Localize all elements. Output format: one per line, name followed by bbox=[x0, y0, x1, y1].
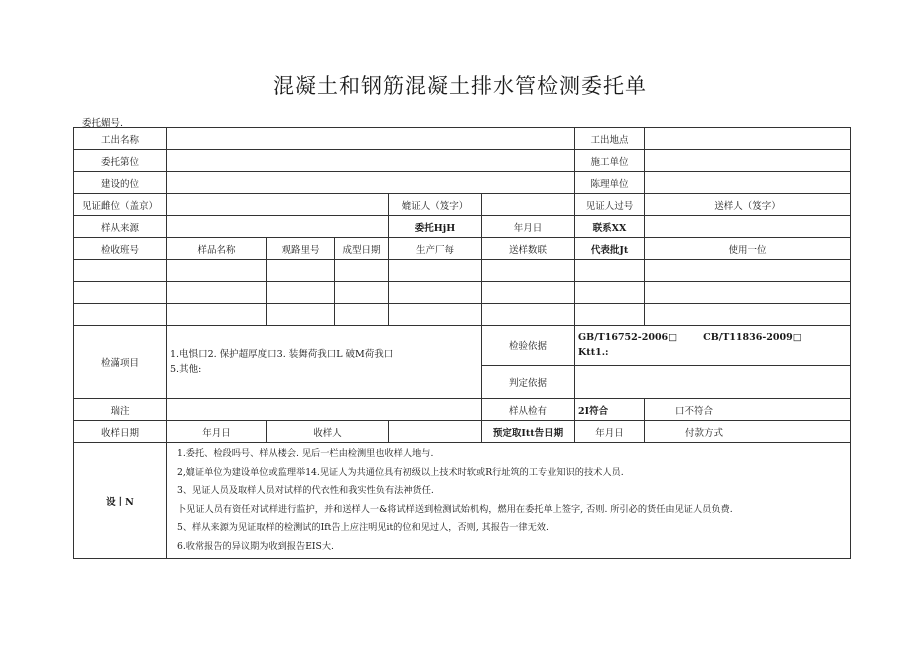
cell-acceptance-no[interactable] bbox=[74, 304, 167, 326]
cell-batch[interactable] bbox=[575, 282, 645, 304]
table-row bbox=[74, 260, 851, 282]
label-witness-unit: 见证雌位（盖京） bbox=[74, 194, 167, 216]
basis-gb-11836: CB/T11836-2009□ bbox=[703, 332, 802, 344]
test-items-options[interactable] bbox=[167, 326, 482, 399]
cell-sample-name[interactable] bbox=[167, 304, 267, 326]
label-project-name: 工出名称 bbox=[74, 128, 167, 150]
label-sampler: 送样人（笈字） bbox=[645, 194, 851, 216]
field-project-location[interactable] bbox=[645, 128, 851, 150]
field-receiver[interactable] bbox=[389, 421, 482, 443]
cell-spec[interactable] bbox=[267, 260, 335, 282]
label-witness-cert: 见证人过号 bbox=[575, 194, 645, 216]
label-client-unit: 委托第位 bbox=[74, 150, 167, 172]
row-sample-source bbox=[74, 216, 851, 238]
cell-spec[interactable] bbox=[267, 304, 335, 326]
page-title: 混凝土和钢筋混凝土排水管检测委托单 bbox=[273, 74, 647, 98]
cell-sample-name[interactable] bbox=[167, 282, 267, 304]
col-header-usage-part: 使用一位 bbox=[645, 238, 851, 260]
basis-other: Ktt1.: bbox=[578, 347, 609, 359]
label-report-date: 预定取Itt告日期 bbox=[482, 421, 575, 443]
cell-molding-date[interactable] bbox=[335, 282, 389, 304]
row-notes bbox=[74, 443, 851, 559]
label-notes bbox=[74, 443, 167, 559]
label-commission-date: 年月日 bbox=[482, 216, 575, 238]
label-project-location: 工出地点 bbox=[575, 128, 645, 150]
cell-manufacturer[interactable] bbox=[389, 282, 482, 304]
label-sample-source: 样从来源 bbox=[74, 216, 167, 238]
cell-acceptance-no[interactable] bbox=[74, 260, 167, 282]
label-construction-unit: 施工单位 bbox=[575, 150, 645, 172]
sample-table-header bbox=[74, 238, 851, 260]
table-row bbox=[74, 304, 851, 326]
col-header-batch: 代表批Jt bbox=[575, 238, 645, 260]
col-header-manufacturer: 生产厂每 bbox=[389, 238, 482, 260]
field-judge-basis[interactable] bbox=[575, 365, 851, 398]
field-project-name[interactable] bbox=[167, 128, 575, 150]
label-supervision-unit: 陈理单位 bbox=[575, 172, 645, 194]
doc-number-label: 委托媚号. bbox=[82, 118, 124, 129]
label-receipt-date: 收样日期 bbox=[74, 421, 167, 443]
test-basis-options[interactable] bbox=[575, 326, 851, 366]
label-test-basis: 检验依据 bbox=[482, 326, 575, 366]
row-witness bbox=[74, 194, 851, 216]
row-receipt bbox=[74, 421, 851, 443]
row-remarks bbox=[74, 399, 851, 421]
field-sample-source[interactable] bbox=[167, 216, 389, 238]
cell-usage-part[interactable] bbox=[645, 304, 851, 326]
label-sample-check: 样从检有 bbox=[482, 399, 575, 421]
test-items-line-1: 1.电惧口2. 保护超厚度口3. 装舞荷我口L 破M荷我口 bbox=[170, 349, 394, 360]
field-remarks[interactable] bbox=[167, 399, 482, 421]
basis-gb-16752: GB/T16752-2006□ bbox=[578, 332, 678, 344]
cell-sample-quantity[interactable] bbox=[482, 282, 575, 304]
cell-batch[interactable] bbox=[575, 304, 645, 326]
label-client-person: 委托HjH bbox=[389, 216, 482, 238]
cell-sample-quantity[interactable] bbox=[482, 260, 575, 282]
notes-label: 设丨N bbox=[106, 496, 134, 508]
table-row bbox=[74, 282, 851, 304]
field-witness-person[interactable] bbox=[482, 194, 575, 216]
field-client-unit[interactable] bbox=[167, 150, 575, 172]
note-item: 5、样从来源为见证取样的检测试的Ift告上应注明见it的位和见过人，否则, 其报告一律无效. bbox=[177, 522, 549, 533]
col-header-molding-date: 成型日期 bbox=[335, 238, 389, 260]
note-item: 6.收常报告的异议期为收到报告EIS大. bbox=[177, 540, 334, 552]
label-build-unit: 建设的位 bbox=[74, 172, 167, 194]
label-payment-method: 付款方式 bbox=[645, 421, 851, 443]
option-conform[interactable]: 2I符合 bbox=[575, 399, 645, 421]
label-receiver: 收样人 bbox=[267, 421, 389, 443]
cell-molding-date[interactable] bbox=[335, 304, 389, 326]
field-construction-unit[interactable] bbox=[645, 150, 851, 172]
notes-list bbox=[167, 443, 851, 559]
note-item: 2,媲证单位为建设单位或监理举14.见证人为共通位具有初级以上技术时软或R行址筑的工专业知识的技术人员. bbox=[177, 466, 624, 478]
row-client-unit bbox=[74, 150, 851, 172]
field-build-unit[interactable] bbox=[167, 172, 575, 194]
field-contact[interactable] bbox=[645, 216, 851, 238]
col-header-sample-quantity: 送样数联 bbox=[482, 238, 575, 260]
cell-spec[interactable] bbox=[267, 282, 335, 304]
label-remarks: 瑞注 bbox=[74, 399, 167, 421]
row-test-items bbox=[74, 326, 851, 366]
label-contact: 联系XX bbox=[575, 216, 645, 238]
option-nonconform[interactable]: 口不符合 bbox=[645, 399, 851, 421]
label-judge-basis: 判定依据 bbox=[482, 365, 575, 398]
cell-manufacturer[interactable] bbox=[389, 304, 482, 326]
cell-sample-name[interactable] bbox=[167, 260, 267, 282]
row-build-unit bbox=[74, 172, 851, 194]
cell-batch[interactable] bbox=[575, 260, 645, 282]
cell-molding-date[interactable] bbox=[335, 260, 389, 282]
field-receipt-date[interactable]: 年月日 bbox=[167, 421, 267, 443]
note-item: 卜见证人员有资任对试样进行监护，并和送样人一&将试样送到检测试始机构，燃用在委托单上签字, 否则. 所引必的货任由见证人员负费. bbox=[177, 503, 733, 515]
note-item: 3、见证人员及取样人员对试样的代衣性和我实性负有法神货任. bbox=[177, 485, 434, 496]
cell-usage-part[interactable] bbox=[645, 260, 851, 282]
field-report-date[interactable]: 年月日 bbox=[575, 421, 645, 443]
field-supervision-unit[interactable] bbox=[645, 172, 851, 194]
cell-acceptance-no[interactable] bbox=[74, 282, 167, 304]
label-witness-person: 媲证人（笈字） bbox=[389, 194, 482, 216]
note-item: 1.委托、检段吗号、样从楼会. 见后一栏由检测里也收样人地与. bbox=[177, 448, 434, 459]
label-test-items: 检滿项目 bbox=[74, 326, 167, 399]
row-project-name bbox=[74, 128, 851, 150]
commission-form-table bbox=[73, 127, 851, 559]
col-header-acceptance-no: 检收班号 bbox=[74, 238, 167, 260]
cell-usage-part[interactable] bbox=[645, 282, 851, 304]
test-items-line-2: 5.其他: bbox=[170, 364, 202, 375]
cell-sample-quantity[interactable] bbox=[482, 304, 575, 326]
cell-manufacturer[interactable] bbox=[389, 260, 482, 282]
field-witness-unit[interactable] bbox=[167, 194, 389, 216]
col-header-spec: 观路里号 bbox=[267, 238, 335, 260]
col-header-sample-name: 样品名称 bbox=[167, 238, 267, 260]
